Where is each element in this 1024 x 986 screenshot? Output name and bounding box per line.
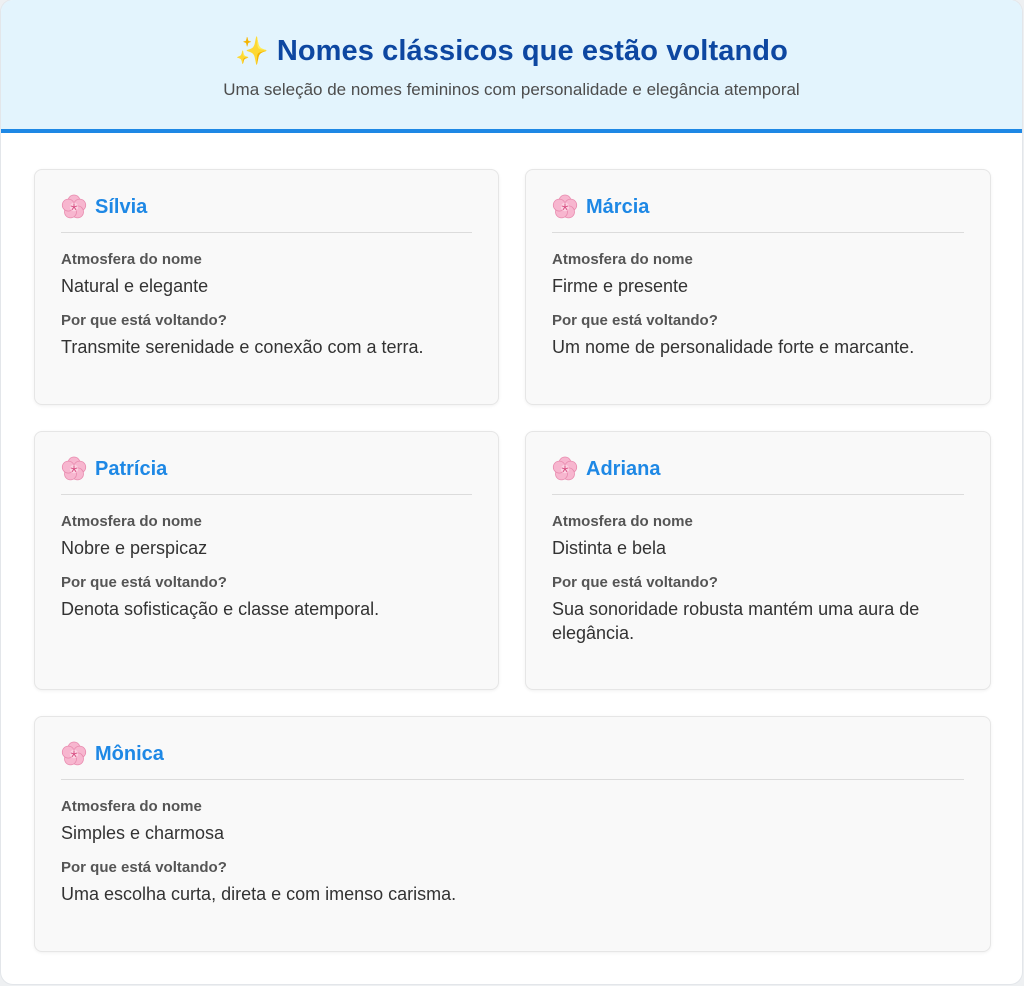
why-value: Sua sonoridade robusta mantém uma aura de elegância.: [552, 599, 920, 643]
why-label: Por que está voltando?: [61, 859, 227, 876]
card-header: [61, 454, 472, 495]
sparkles-icon: ✨: [235, 36, 269, 66]
card-title: Márcia: [586, 196, 650, 218]
atmosphere-value: Firme e presente: [552, 276, 689, 296]
page-subtitle: Uma seleção de nomes femininos com personalidade e elegância atemporal: [223, 80, 800, 99]
page-title-text: Nomes clássicos que estão voltando: [276, 35, 788, 67]
why-label: Por que está voltando?: [552, 574, 718, 591]
name-card-silvia: [34, 169, 499, 405]
cherry-blossom-icon: [61, 456, 87, 482]
page-title: [1, 31, 1022, 71]
atmosphere-value: Nobre e perspicaz: [61, 538, 208, 558]
name-card-patricia: [34, 431, 499, 690]
card-header: [552, 454, 964, 495]
card-title: Adriana: [586, 458, 661, 480]
name-card-marcia: [525, 169, 991, 405]
page: [1, 0, 1022, 984]
card-title: Sílvia: [95, 196, 148, 218]
why-label: Por que está voltando?: [61, 574, 227, 591]
atmosphere-value: Natural e elegante: [61, 276, 209, 296]
name-card-adriana: [525, 431, 991, 690]
card-header: [61, 739, 964, 780]
cherry-blossom-icon: [61, 741, 87, 767]
card-title: Patrícia: [95, 458, 168, 480]
page-header: [1, 0, 1022, 133]
atmosphere-label: Atmosfera do nome: [61, 798, 202, 815]
name-card-monica: [34, 716, 991, 952]
card-header: [61, 192, 472, 233]
why-label: Por que está voltando?: [61, 312, 227, 329]
card-title: Mônica: [95, 743, 164, 765]
cherry-blossom-icon: [552, 456, 578, 482]
atmosphere-label: Atmosfera do nome: [61, 251, 202, 268]
atmosphere-value: Simples e charmosa: [61, 823, 225, 843]
why-value: Uma escolha curta, direta e com imenso carisma.: [61, 884, 457, 904]
atmosphere-label: Atmosfera do nome: [552, 251, 693, 268]
cherry-blossom-icon: [552, 194, 578, 220]
atmosphere-value: Distinta e bela: [552, 538, 667, 558]
why-label: Por que está voltando?: [552, 312, 718, 329]
atmosphere-label: Atmosfera do nome: [552, 513, 693, 530]
why-value: Transmite serenidade e conexão com a terra.: [61, 337, 424, 357]
why-value: Denota sofisticação e classe atemporal.: [61, 599, 380, 619]
cherry-blossom-icon: [61, 194, 87, 220]
card-header: [552, 192, 964, 233]
atmosphere-label: Atmosfera do nome: [61, 513, 202, 530]
why-value: Um nome de personalidade forte e marcante.: [552, 337, 915, 357]
